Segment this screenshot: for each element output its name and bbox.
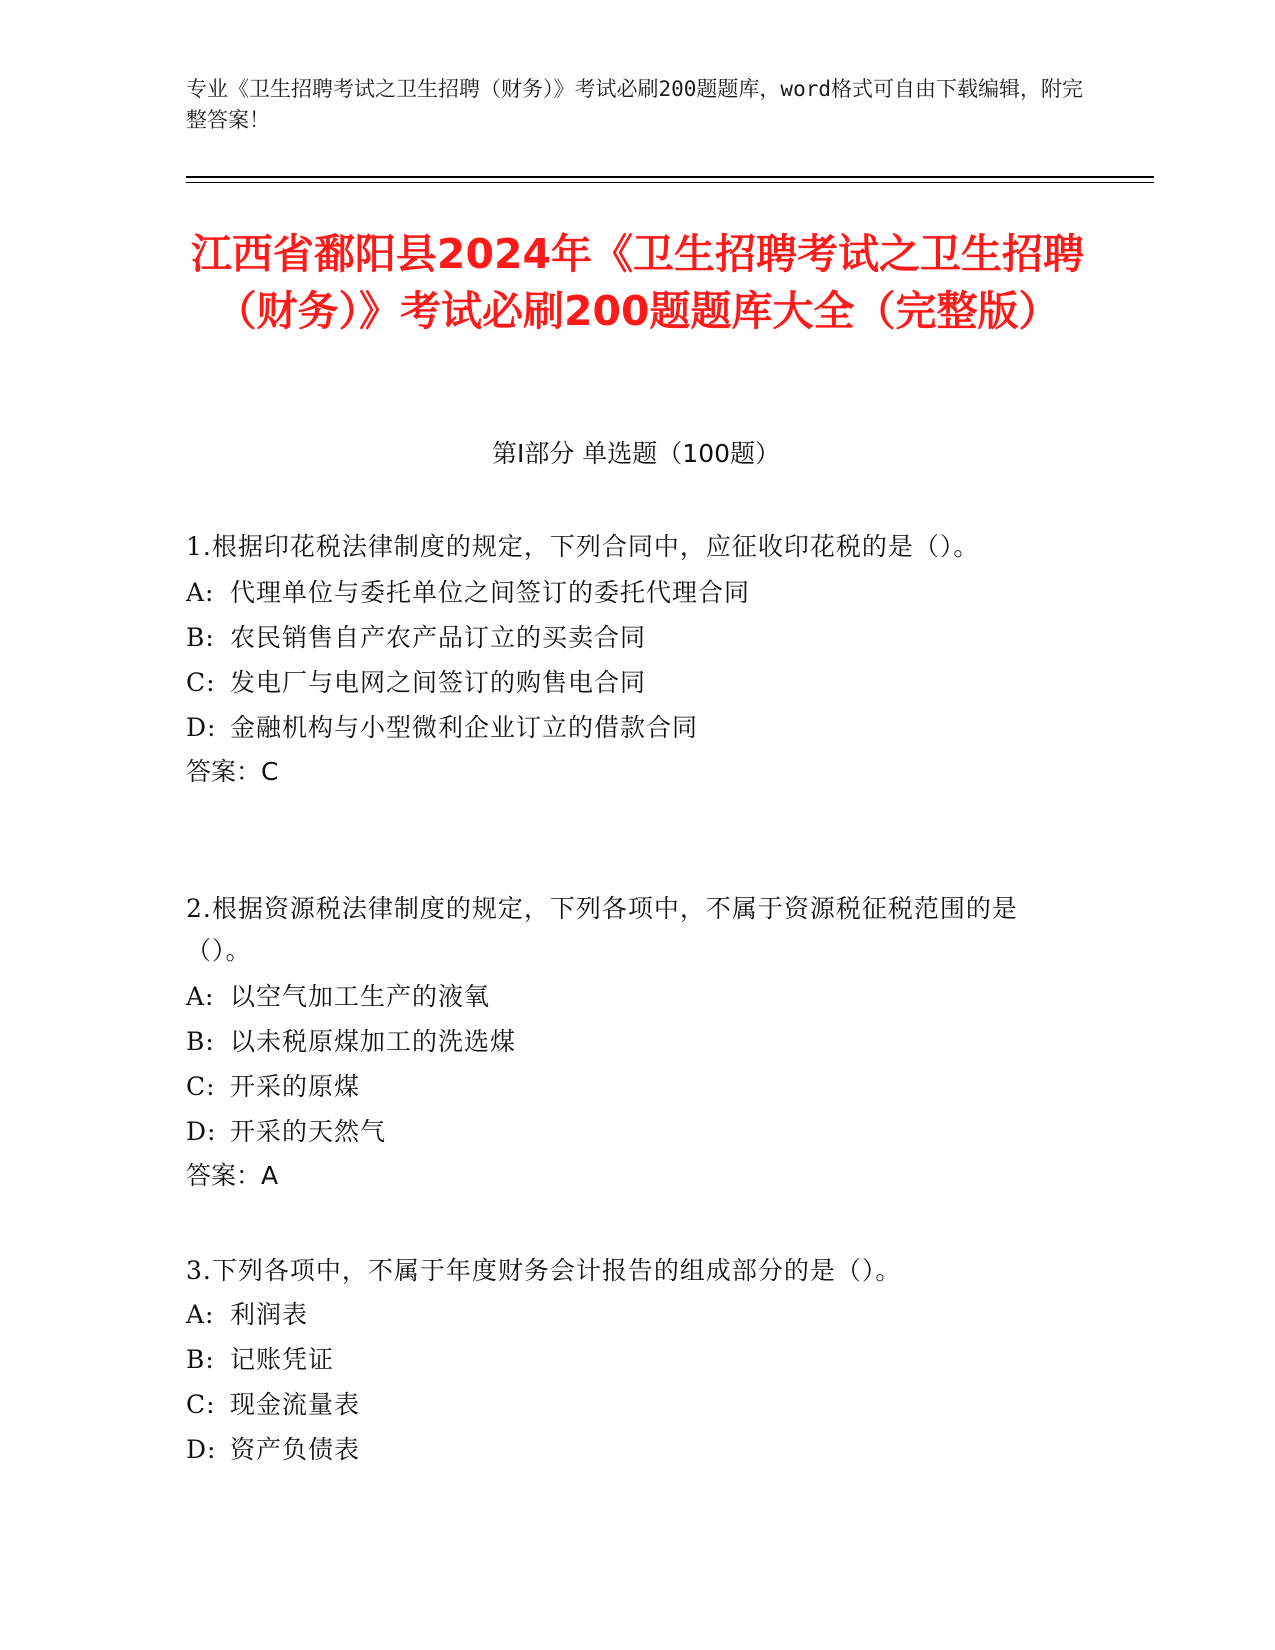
option-d: [186, 1109, 1066, 1154]
option-b: [186, 1019, 1066, 1064]
option-letter: C:: [186, 1390, 216, 1419]
option-text: 资产负债表: [230, 1435, 361, 1464]
question-3: [186, 1250, 1066, 1472]
option-text: 农民销售自产农产品订立的买卖合同: [230, 623, 647, 652]
option-text: 以空气加工生产的液氧: [230, 982, 491, 1011]
header-divider-thick: [186, 176, 1154, 178]
option-a: [186, 570, 1066, 615]
option-letter: C:: [186, 668, 216, 697]
header-divider-thin: [186, 182, 1154, 183]
question-2: [186, 888, 1066, 1198]
option-letter: D:: [186, 1435, 217, 1464]
option-text: 记账凭证: [230, 1345, 335, 1374]
question-stem: 2.根据资源税法律制度的规定，下列各项中，不属于资源税征税范围的是（）。: [186, 894, 1018, 965]
option-text: 开采的天然气: [230, 1117, 387, 1146]
option-text: 开采的原煤: [230, 1072, 361, 1101]
option-c: [186, 660, 1066, 705]
option-letter: D:: [186, 1117, 217, 1146]
document-title: 江西省鄱阳县2024年《卫生招聘考试之卫生招聘（财务）》考试必刷200题题库大全（完整版）: [190, 230, 1085, 335]
question-1: [186, 526, 1066, 794]
option-d: [186, 705, 1066, 750]
option-d: [186, 1427, 1066, 1472]
option-text: 发电厂与电网之间签订的购售电合同: [230, 668, 647, 697]
answer-text: 答案：C: [186, 757, 279, 786]
option-text: 以未税原煤加工的洗选煤: [230, 1027, 517, 1056]
option-b: [186, 1337, 1066, 1382]
option-letter: B:: [186, 1027, 215, 1056]
option-letter: D:: [186, 713, 217, 742]
option-letter: B:: [186, 1345, 215, 1374]
option-a: [186, 974, 1066, 1019]
option-text: 代理单位与委托单位之间签订的委托代理合同: [230, 578, 751, 607]
option-c: [186, 1382, 1066, 1427]
option-letter: C:: [186, 1072, 216, 1101]
intro-text: 专业《卫生招聘考试之卫生招聘（财务）》考试必刷200题题库，word格式可自由下载编辑，附完整答案！: [186, 77, 1083, 132]
option-letter: A:: [186, 982, 215, 1011]
option-letter: A:: [186, 578, 215, 607]
section-heading: 第Ⅰ部分 单选题（100题）: [491, 439, 781, 468]
option-letter: B:: [186, 623, 215, 652]
option-a: [186, 1292, 1066, 1337]
option-letter: A:: [186, 1300, 215, 1329]
option-c: [186, 1064, 1066, 1109]
question-stem: 3.下列各项中，不属于年度财务会计报告的组成部分的是（）。: [186, 1256, 902, 1285]
option-text: 金融机构与小型微利企业订立的借款合同: [230, 713, 699, 742]
answer-text: 答案：A: [186, 1161, 279, 1190]
question-stem: 1.根据印花税法律制度的规定，下列合同中，应征收印花税的是（）。: [186, 532, 980, 561]
option-b: [186, 615, 1066, 660]
option-text: 利润表: [230, 1300, 309, 1329]
option-text: 现金流量表: [230, 1390, 361, 1419]
